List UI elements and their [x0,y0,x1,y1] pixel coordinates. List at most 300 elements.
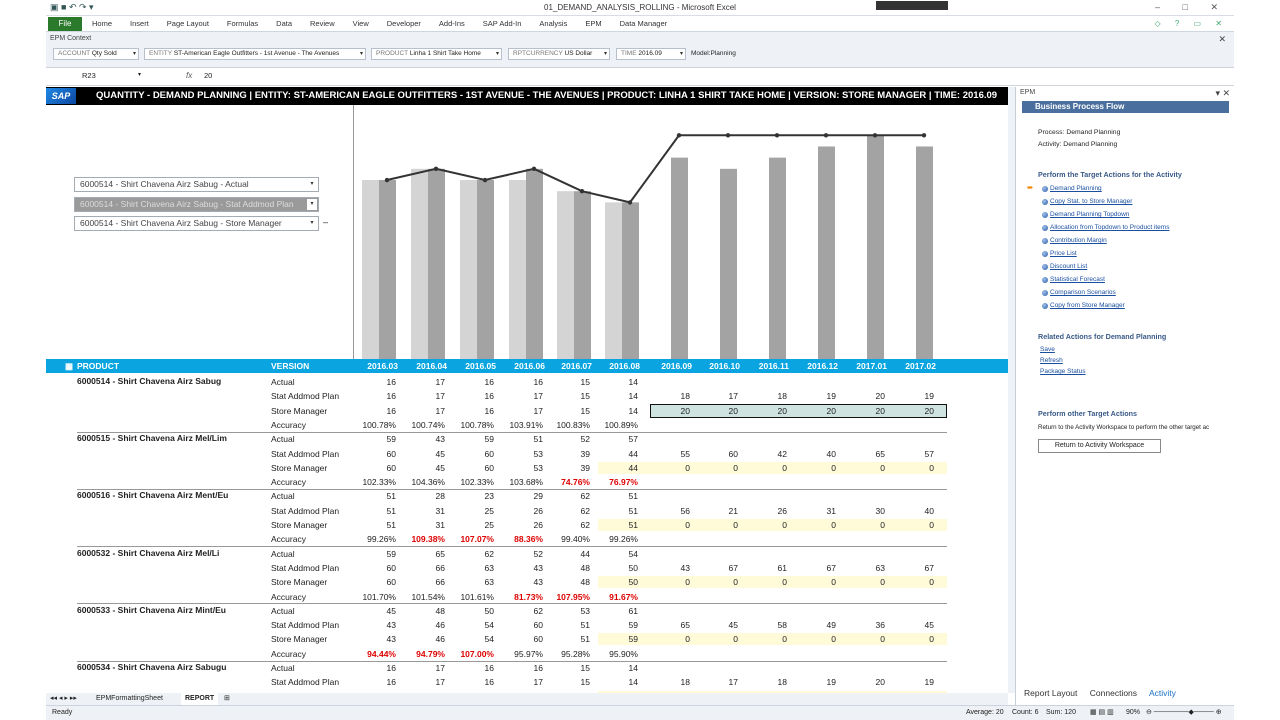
table-cell[interactable]: 60 [533,634,543,645]
table-cell[interactable]: 17 [435,405,445,416]
table-cell[interactable]: 48 [435,605,445,616]
table-cell[interactable]: 50 [628,577,638,588]
target-action-link[interactable]: Allocation from Topdown to Product items [1050,224,1170,231]
table-cell[interactable]: 60 [728,448,738,459]
table-cell[interactable]: 16 [484,677,494,688]
formula-input[interactable]: 20 [204,71,213,80]
table-cell[interactable]: 16 [484,663,494,673]
product-name: 6000533 - Shirt Chavena Airz Mint/Eu [77,604,226,615]
table-cell[interactable]: 15 [580,663,590,673]
chevron-down-icon: ▾ [307,179,317,190]
table-cell[interactable]: 104.36% [411,477,445,488]
ribbon-tab[interactable]: Developer [386,19,421,28]
tab-connections[interactable]: Connections [1089,688,1138,698]
table-cell[interactable]: 43 [435,434,445,445]
table-cell[interactable]: 36 [875,620,885,631]
table-cell[interactable]: 52 [580,434,590,445]
table-cell[interactable]: 51 [628,505,638,516]
left-margin [0,0,46,720]
table-cell[interactable]: 50 [628,562,638,573]
table-cell[interactable]: 51 [386,491,396,502]
series-selector-actual[interactable] [74,177,319,192]
context-entity[interactable] [144,48,366,60]
table-cell[interactable]: 62 [580,520,590,530]
table-cell[interactable]: 62 [580,505,590,516]
ribbon-tab[interactable]: Insert [130,19,149,28]
table-cell[interactable]: 43 [386,620,396,631]
chart-bar-stat [428,169,445,359]
table-cell[interactable]: 46 [435,634,445,645]
current-step-arrow-icon: ➨ [1027,183,1034,192]
table-cell[interactable]: 54 [628,548,638,559]
table-cell[interactable]: 42 [777,448,787,459]
table-cell[interactable]: 31 [435,505,445,516]
table-cell[interactable]: 18 [777,677,787,688]
target-action-link[interactable]: Comparison Scenarios [1050,289,1116,296]
table-cell[interactable]: 91.67% [609,591,638,602]
table-cell[interactable]: 45 [435,448,445,459]
return-to-workspace-button[interactable]: Return to Activity Workspace [1038,439,1161,453]
table-cell[interactable]: 54 [484,634,494,645]
table-cell[interactable]: 95.90% [609,648,638,659]
table-cell[interactable]: 53 [533,448,543,459]
table-cell[interactable]: 14 [628,377,638,387]
zoom-slider[interactable]: ⊖ ───────◆──── ⊕ [1146,709,1222,716]
table-cell[interactable]: 23 [484,491,494,502]
table-cell[interactable]: 43 [386,634,396,645]
table-cell[interactable]: 63 [484,562,494,573]
table-cell[interactable]: 46 [435,620,445,631]
chevron-down-icon[interactable]: ▾ [138,72,142,78]
table-cell[interactable]: 17 [533,405,543,416]
table-cell[interactable]: 0 [880,577,885,588]
table-cell[interactable]: 74.76% [561,477,590,488]
window-controls[interactable]: – □ ✕ [1155,2,1228,12]
table-cell[interactable]: 67 [826,562,836,573]
ribbon-tab[interactable]: SAP Add-In [482,19,522,28]
table-cell[interactable]: 20 [728,405,738,416]
table-cell[interactable]: 59 [628,634,638,645]
ribbon-tab[interactable]: Home [92,19,113,28]
table-cell[interactable]: 102.33% [460,477,494,488]
header-period: 2016.04 [416,361,447,371]
context-account[interactable] [53,48,139,60]
version-label: Actual [271,434,295,445]
table-cell[interactable]: 65 [875,448,885,459]
header-period: 2016.03 [367,361,398,371]
context-entity-key: ENTITY [149,50,172,57]
table-cell[interactable]: 57 [924,448,934,459]
table-cell[interactable]: 60 [386,448,396,459]
ribbon-tab[interactable]: Page Layout [166,19,209,28]
table-cell[interactable]: 17 [435,377,445,387]
related-action-link[interactable]: Refresh [1040,357,1063,364]
ribbon-tab[interactable]: Formulas [226,19,259,28]
version-label: Store Manager [271,634,328,645]
table-cell[interactable]: 0 [685,462,690,473]
table-cell[interactable]: 50 [484,605,494,616]
table-cell[interactable]: 19 [924,391,934,402]
table-cell[interactable]: 60 [386,562,396,573]
table-cell[interactable]: 31 [435,520,445,530]
table-cell[interactable]: 58 [777,620,787,631]
table-cell[interactable]: 0 [685,634,690,645]
table-cell[interactable]: 17 [435,391,445,402]
table-cell[interactable]: 30 [875,505,885,516]
table-cell[interactable]: 18 [680,391,690,402]
table-cell[interactable]: 44 [628,462,638,473]
version-label: Store Manager [271,462,328,473]
target-action-link[interactable]: Demand Planning [1050,185,1102,192]
table-cell[interactable]: 40 [924,505,934,516]
table-cell[interactable]: 51 [386,520,396,530]
table-cell[interactable]: 103.68% [509,477,543,488]
action-bullet-icon [1042,251,1048,257]
action-bullet-icon [1042,212,1048,218]
header-product: PRODUCT [77,361,120,371]
table-cell[interactable]: 95.28% [561,648,590,659]
table-cell[interactable]: 0 [685,577,690,588]
table-cell[interactable]: 16 [386,377,396,387]
table-cell[interactable]: 44 [580,548,590,559]
view-mode-icons[interactable]: ▦ ▤ ▥ [1090,709,1114,716]
table-cell[interactable]: 99.26% [609,534,638,545]
table-cell[interactable]: 0 [929,520,934,530]
target-action-link[interactable]: Copy Stat. to Store Manager [1050,198,1133,205]
target-action-link[interactable]: Statistical Forecast [1050,276,1105,283]
zoom-level[interactable]: 90% [1126,709,1141,716]
chart-bar-stat [720,169,737,359]
table-row [46,618,1008,632]
table-cell[interactable]: 20 [875,677,885,688]
table-cell[interactable]: 45 [924,620,934,631]
table-cell[interactable]: 0 [782,520,787,530]
table-cell[interactable]: 51 [580,620,590,631]
demand-chart [354,105,1008,359]
tab-activity[interactable]: Activity [1148,688,1176,698]
table-row [46,518,1008,532]
header-period: 2016.05 [465,361,496,371]
table-cell[interactable]: 26 [533,520,543,530]
table-cell[interactable]: 0 [782,634,787,645]
chart-point [434,167,438,171]
table-cell[interactable]: 57 [628,434,638,445]
table-cell[interactable]: 101.70% [362,591,396,602]
chart-bar-actual [509,180,526,359]
table-cell[interactable]: 0 [929,577,934,588]
table-cell[interactable]: 53 [580,605,590,616]
ribbon-tab[interactable]: Analysis [539,19,568,28]
file-tab[interactable]: File [48,17,82,31]
table-cell[interactable]: 51 [628,520,638,530]
table-row [46,461,1008,475]
table-cell[interactable]: 61 [628,605,638,616]
table-cell[interactable]: 16 [484,405,494,416]
table-cell[interactable]: 60 [484,448,494,459]
table-cell[interactable]: 18 [680,677,690,688]
table-cell[interactable]: 17 [435,677,445,688]
target-action-link[interactable]: Price List [1050,250,1077,257]
table-cell[interactable]: 0 [733,577,738,588]
table-cell[interactable]: 40 [826,448,836,459]
context-rptcurrency[interactable] [508,48,610,60]
table-cell[interactable]: 31 [826,505,836,516]
new-sheet-icon[interactable]: ⊞ [224,695,230,702]
header-period: 2016.09 [661,361,692,371]
report-banner [46,87,1008,105]
table-cell[interactable]: 52 [533,548,543,559]
table-cell[interactable]: 53 [533,462,543,473]
table-cell[interactable]: 100.74% [411,419,445,430]
table-cell[interactable]: 14 [628,405,638,416]
header-period: 2016.12 [807,361,838,371]
series-selector-store-manager[interactable] [74,216,319,231]
table-cell[interactable]: 0 [733,462,738,473]
ribbon-tab[interactable]: View [352,19,369,28]
table-cell[interactable]: 51 [628,491,638,502]
version-label: Actual [271,377,295,387]
table-cell[interactable]: 18 [777,391,787,402]
table-cell[interactable]: 109.38% [411,534,445,545]
table-cell[interactable]: 15 [580,377,590,387]
table-cell[interactable]: 61 [777,562,787,573]
target-action-link[interactable]: Copy from Store Manager [1050,302,1125,309]
table-cell[interactable]: 20 [924,405,934,416]
table-cell[interactable]: 16 [484,391,494,402]
close-icon[interactable]: ✕ [1218,34,1226,44]
table-cell[interactable]: 56 [680,505,690,516]
table-cell[interactable]: 60 [484,462,494,473]
table-row [46,561,1008,575]
table-cell[interactable]: 14 [628,391,638,402]
table-cell[interactable]: 60 [533,620,543,631]
ribbon-help-icons[interactable]: ◇ ? ▭ ✕ [1154,19,1228,28]
table-cell[interactable]: 0 [929,462,934,473]
table-cell[interactable]: 0 [831,462,836,473]
table-cell[interactable]: 0 [831,577,836,588]
series-selector-stat[interactable] [74,197,319,212]
table-cell[interactable]: 26 [777,505,787,516]
table-cell[interactable]: 94.79% [416,648,445,659]
sheet-tab-formatting[interactable]: EPMFormattingSheet [96,695,163,702]
table-cell[interactable]: 99.40% [561,534,590,545]
table-cell[interactable]: 45 [435,462,445,473]
sheet-nav-icons[interactable]: ◂◂ ◂ ▸ ▸▸ [50,695,77,702]
table-cell[interactable]: 0 [831,634,836,645]
context-product-key: PRODUCT [376,50,409,57]
table-cell[interactable]: 107.00% [460,648,494,659]
worksheet[interactable] [46,87,1008,693]
table-cell[interactable]: 26 [533,505,543,516]
table-cell[interactable]: 17 [435,663,445,673]
table-cell[interactable]: 63 [875,562,885,573]
table-cell[interactable]: 67 [924,562,934,573]
table-cell[interactable]: 14 [628,677,638,688]
table-cell[interactable]: 0 [880,462,885,473]
table-cell[interactable]: 16 [533,377,543,387]
selector-note: – [323,217,329,227]
table-cell[interactable]: 99.26% [367,534,396,545]
business-process-flow-header: Business Process Flow [1022,101,1229,113]
table-cell[interactable]: 39 [580,462,590,473]
table-cell[interactable]: 25 [484,505,494,516]
table-cell[interactable]: 43 [533,562,543,573]
table-cell[interactable]: 101.61% [460,591,494,602]
table-cell[interactable]: 100.78% [362,419,396,430]
table-cell[interactable]: 16 [386,391,396,402]
table-cell[interactable]: 21 [728,505,738,516]
other-actions-title: Perform other Target Actions [1038,409,1138,418]
table-cell[interactable]: 62 [580,491,590,502]
table-cell[interactable]: 62 [533,605,543,616]
table-cell[interactable]: 16 [386,405,396,416]
table-cell[interactable]: 55 [680,448,690,459]
table-cell[interactable]: 39 [580,448,590,459]
chart-bar-stat [379,180,396,359]
table-cell[interactable]: 14 [628,663,638,673]
table-cell[interactable]: 51 [386,505,396,516]
chart-point [873,133,877,137]
table-cell[interactable]: 15 [580,391,590,402]
table-cell[interactable]: 25 [484,520,494,530]
table-cell[interactable]: 17 [533,677,543,688]
table-cell[interactable]: 19 [924,677,934,688]
ribbon-tab[interactable]: Review [310,19,335,28]
table-cell[interactable]: 20 [875,391,885,402]
table-cell[interactable]: 20 [680,405,690,416]
table-cell[interactable]: 20 [777,405,787,416]
action-bullet-icon [1042,277,1048,283]
table-cell[interactable]: 65 [680,620,690,631]
table-cell[interactable]: 60 [386,462,396,473]
table-row [46,418,1008,432]
banner-text: QUANTITY - DEMAND PLANNING | ENTITY: ST-AMERICAN EAGLE OUTFITTERS - 1ST AVENUE - THE AVENUES | PRODUCT: LINHA 1 SHIRT TAKE HOME | VERSION: STORE MANAGER | TIME: 2016.09 [96,90,998,101]
epm-context-label: EPM Context [50,35,92,42]
table-cell[interactable]: 62 [484,548,494,559]
table-cell[interactable]: 16 [533,663,543,673]
table-cell[interactable]: 66 [435,562,445,573]
ribbon-tab[interactable]: Data [276,19,293,28]
table-cell[interactable]: 51 [580,634,590,645]
table-cell[interactable]: 94.44% [367,648,396,659]
table-cell[interactable]: 51 [533,434,543,445]
table-cell[interactable]: 59 [386,434,396,445]
table-cell[interactable]: 0 [880,634,885,645]
table-row [46,375,1008,389]
table-cell[interactable]: 0 [685,520,690,530]
ribbon-tab[interactable]: Data Manager [619,19,668,28]
table-cell[interactable]: 45 [386,605,396,616]
header-period: 2016.10 [709,361,740,371]
context-product[interactable] [371,48,502,60]
sheet-tab-report[interactable]: REPORT [181,693,218,705]
table-cell[interactable]: 17 [728,391,738,402]
table-cell[interactable]: 15 [580,677,590,688]
target-action-link[interactable]: Discount List [1050,263,1088,270]
header-period: 2017.01 [856,361,887,371]
table-cell[interactable]: 16 [386,663,396,673]
table-cell[interactable]: 59 [386,548,396,559]
table-cell[interactable]: 107.07% [460,534,494,545]
table-cell[interactable]: 59 [628,620,638,631]
table-cell[interactable]: 76.97% [609,477,638,488]
table-cell[interactable]: 63 [484,577,494,588]
ribbon-tab[interactable]: EPM [585,19,602,28]
table-cell[interactable]: 48 [580,577,590,588]
table-cell[interactable]: 59 [484,434,494,445]
table-cell[interactable]: 19 [826,677,836,688]
target-action-link[interactable]: Demand Planning Topdown [1050,211,1130,218]
table-cell[interactable]: 43 [533,577,543,588]
table-cell[interactable]: 102.33% [362,477,396,488]
chart-point [580,189,584,193]
table-cell[interactable]: 15 [580,405,590,416]
table-cell[interactable]: 100.83% [556,419,590,430]
action-bullet-icon [1042,186,1048,192]
table-cell[interactable]: 16 [386,677,396,688]
table-cell[interactable]: 29 [533,491,543,502]
right-margin [1234,0,1280,720]
table-cell[interactable]: 81.73% [514,591,543,602]
table-cell[interactable]: 28 [435,491,445,502]
table-cell[interactable]: 66 [435,577,445,588]
close-icon[interactable]: ▾ ✕ [1215,88,1230,98]
table-cell[interactable]: 0 [831,520,836,530]
table-cell[interactable]: 0 [782,577,787,588]
fx-icon[interactable]: fx [186,71,193,80]
context-time[interactable] [616,48,686,60]
chart-bar-stat [671,158,688,359]
table-cell[interactable]: 48 [580,562,590,573]
table-cell[interactable]: 17 [533,391,543,402]
name-box[interactable]: R23 [82,71,96,80]
table-cell[interactable]: 67 [728,562,738,573]
table-cell[interactable]: 0 [733,634,738,645]
tab-report-layout[interactable]: Report Layout [1024,688,1078,698]
related-action-link[interactable]: Package Status [1040,368,1086,375]
vertical-scrollbar[interactable] [1008,87,1015,693]
grid-icon[interactable]: ▦ [65,361,74,371]
table-cell[interactable]: 45 [728,620,738,631]
table-cell[interactable]: 95.97% [514,648,543,659]
table-cell[interactable]: 65 [435,548,445,559]
table-cell[interactable]: 16 [484,377,494,387]
table-cell[interactable]: 88.36% [514,534,543,545]
table-cell[interactable]: 43 [680,562,690,573]
table-cell[interactable]: 0 [782,462,787,473]
table-cell[interactable]: 100.78% [460,419,494,430]
table-cell[interactable]: 0 [880,520,885,530]
table-cell[interactable]: 100.89% [604,419,638,430]
target-action-link[interactable]: Contribution Margin [1050,237,1107,244]
table-cell[interactable]: 0 [733,520,738,530]
table-cell[interactable]: 54 [484,620,494,631]
table-cell[interactable]: 44 [628,448,638,459]
table-cell[interactable]: 107.95% [556,591,590,602]
ribbon-tab[interactable]: Add-Ins [438,19,465,28]
table-cell[interactable]: 0 [929,634,934,645]
table-cell[interactable]: 19 [826,391,836,402]
table-cell[interactable]: 20 [826,405,836,416]
table-cell[interactable]: 20 [875,405,885,416]
table-cell[interactable]: 101.54% [411,591,445,602]
table-cell[interactable]: 103.91% [509,419,543,430]
table-cell[interactable]: 49 [826,620,836,631]
quick-access-toolbar[interactable]: ▣ ■ ↶ ↷ ▾ [50,2,94,12]
table-cell[interactable]: 60 [386,577,396,588]
table-cell[interactable]: 17 [728,677,738,688]
related-action-link[interactable]: Save [1040,346,1055,353]
